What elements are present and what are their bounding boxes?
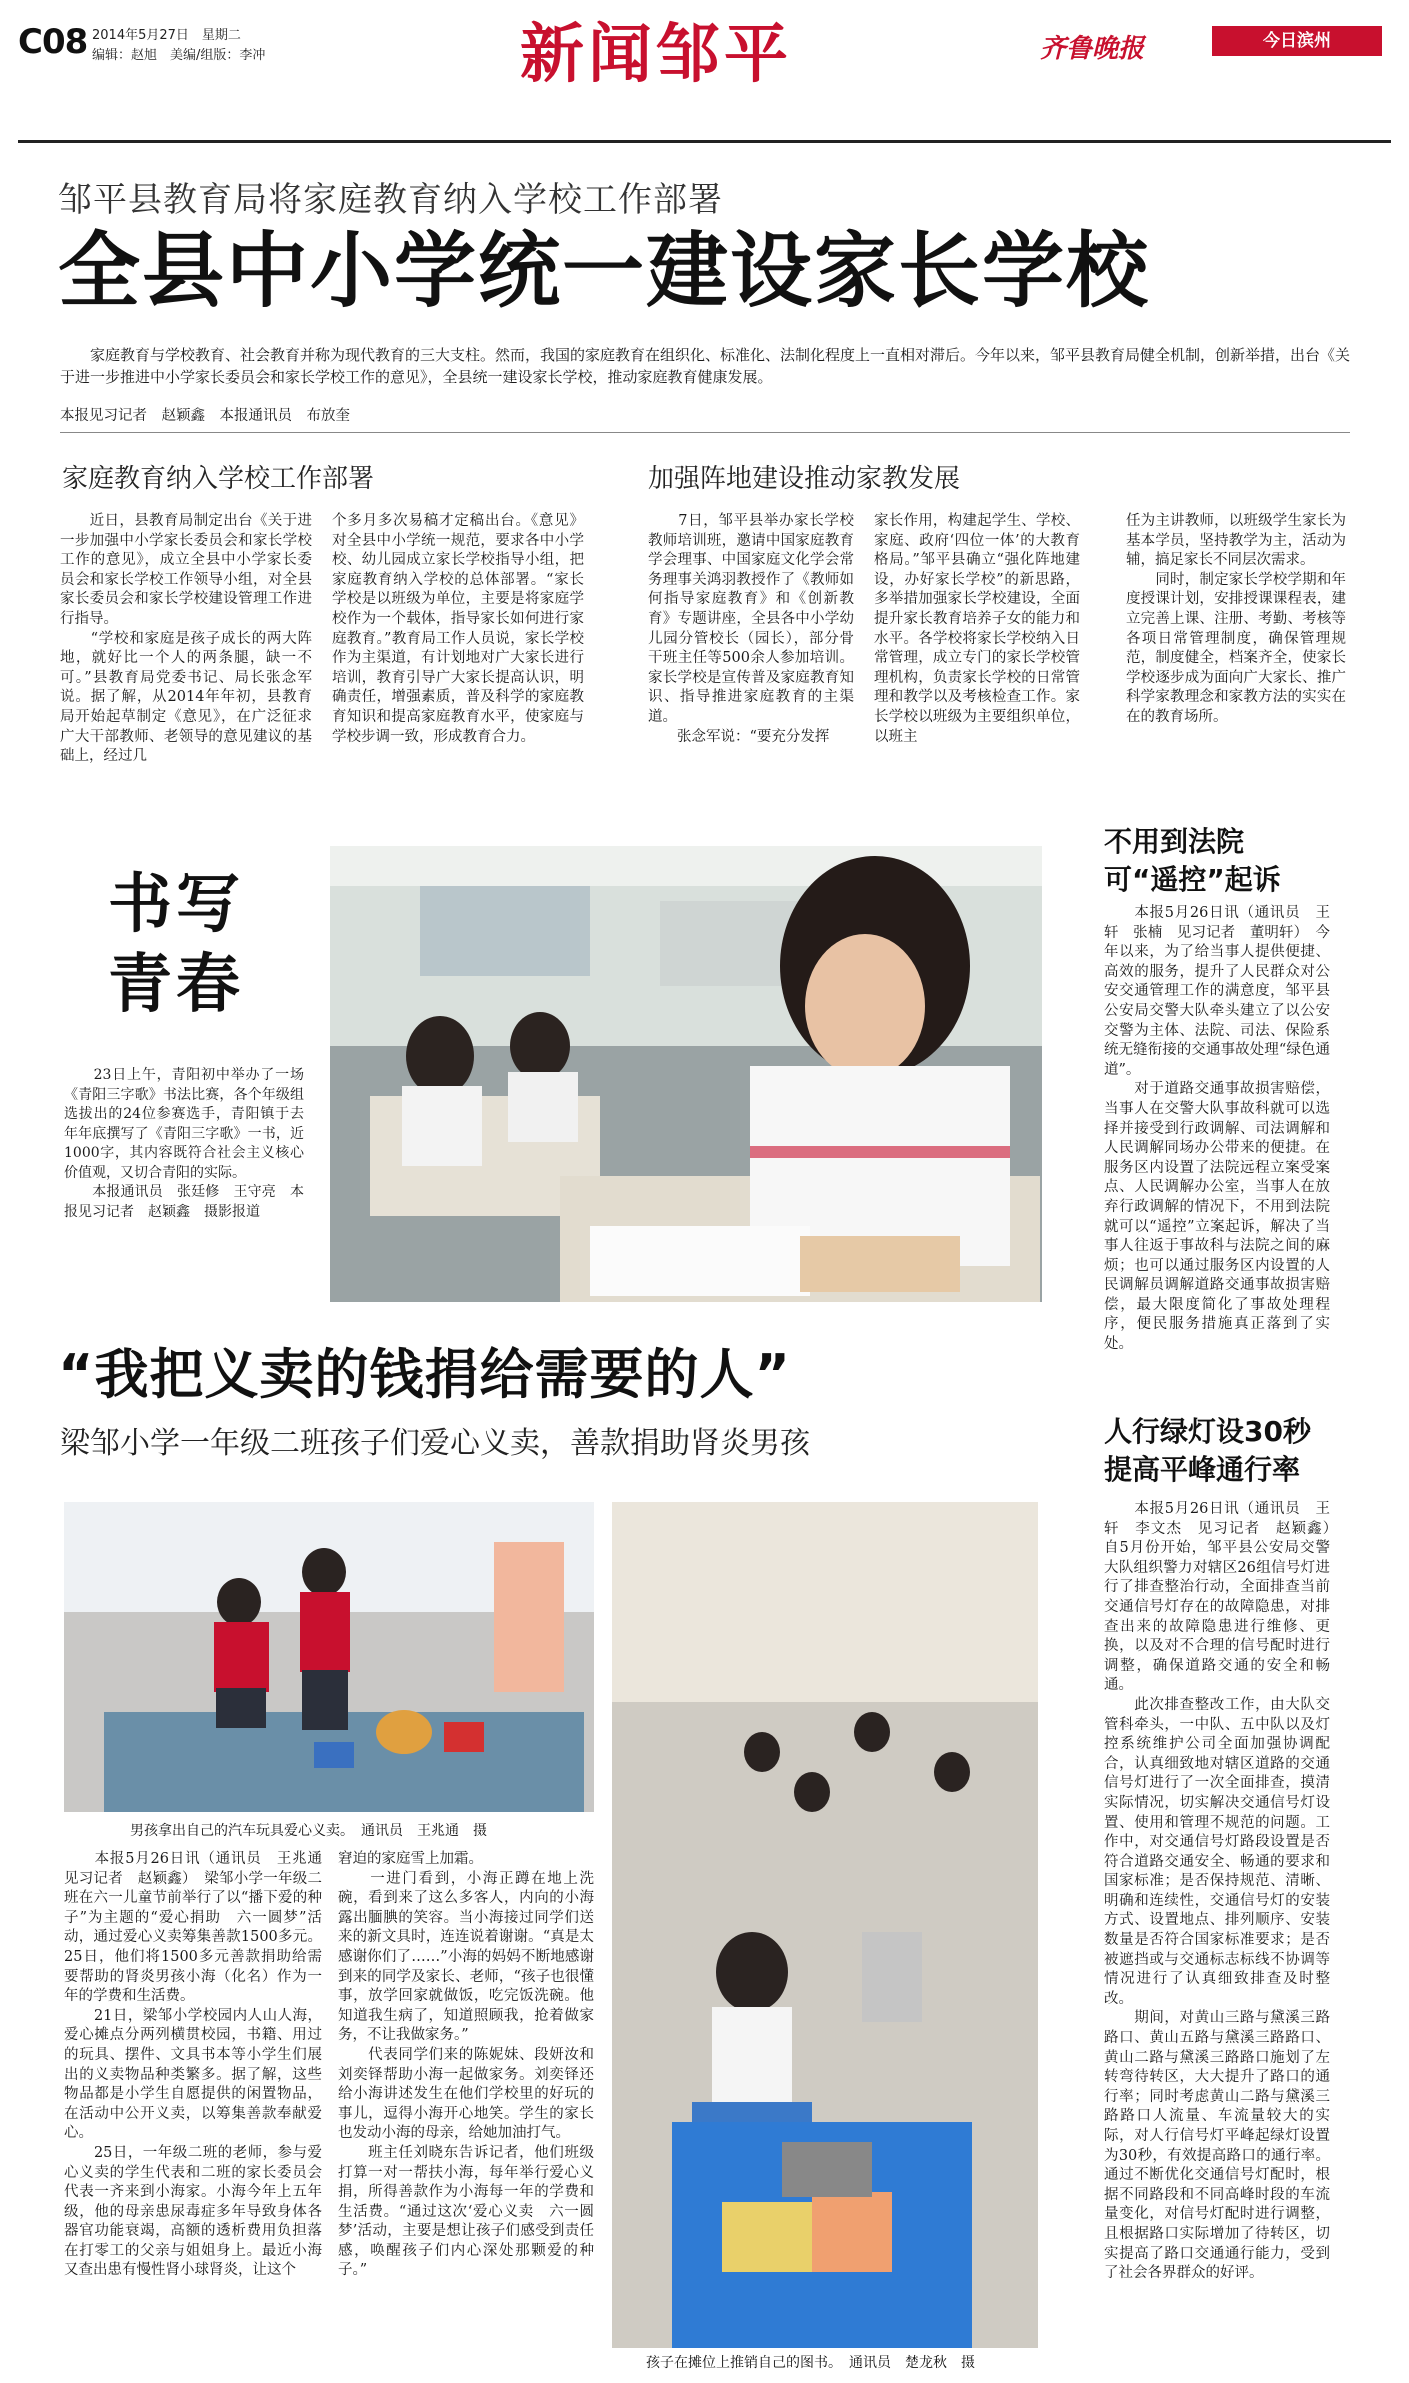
- issue-date: 2014年5月27日 星期二: [92, 28, 241, 43]
- photo-toy-sale: [64, 1502, 594, 1812]
- lead-column-2: 个多月多次易稿才定稿出台。《意见》对全县中小学统一规范，要求各中小学校、幼儿园成立家长学校指导小组，把家庭教育纳入学校的总体部署。“家长学校是以班级为单位，主要是将家庭学校作为一个载体，指导家长如何进行家庭教育。”教育局工作人员说，家长学校作为主渠道，有计划地对广大家长进行培训，教育引导广大家长提高认识，明确责任，增强素质，普及科学的家庭教育知识和提高家庭教育水平，使家庭与学校步调一致，形成教育合力。: [332, 513, 584, 745]
- photo-student-calligraphy: [330, 846, 1042, 1302]
- masthead-rule: [18, 140, 1391, 143]
- lead-kicker: 邹平县教育局将家庭教育纳入学校工作部署: [58, 180, 723, 220]
- writing-body: 23日上午，青阳初中举办了一场《青阳三字歌》书法比赛，各个年级组选拔出的24位参赛选手，青阳镇于去年年底撰写了《青阳三字歌》一书，近1000字，其内容既符合社会主义核心价值观，又切合青阳的实际。 本报通讯员 张廷修 王守亮 本报见习记者 赵颖鑫 摄影报道: [64, 1067, 304, 1220]
- caption-book-sale: 孩子在摊位上推销自己的图书。 通讯员 楚龙秋 摄: [646, 2355, 975, 2371]
- paper-name: 齐鲁晚报: [1040, 34, 1145, 64]
- lead-column-5: 任为主讲教师，以班级学生家长为基本学员，坚持教学为主，活动为辅，搞足家长不同层次需求。 同时，制定家长学校学期和年度授课计划，安排授课课程表，建立完善上课、注册、考勤、考核等各项日常管理制度，确保管理规范，制度健全，档案齐全，使家长学校逐步成为面向广大家长、推广科学家教理念和家教方法的实实在在的教育场所。: [1126, 513, 1346, 725]
- lead-byline: 本报见习记者 赵颖鑫 本报通讯员 布放奎: [60, 408, 350, 424]
- lead-subhead-2: 加强阵地建设推动家教发展: [648, 464, 961, 494]
- lead-column-3: 7日，邹平县举办家长学校教师培训班，邀请中国家庭教育学会理事、中国家庭文化学会常务理事关鸿羽教授作了《教师如何指导家庭教育》和《创新教育》专题讲座，全县各中小学幼儿园分管校长（园长），部分骨干班主任等500余人参加培训。家长学校是宣传普及家庭教育知识、指导推进家庭教育的主渠道。 张念军说：“要充分发挥: [648, 513, 854, 745]
- charity-headline: “我把义卖的钱捐给需要的人”: [58, 1343, 791, 1406]
- traffic-title-line-1: 人行绿灯设30秒: [1104, 1415, 1311, 1448]
- edition-badge: 今日滨州: [1212, 26, 1382, 56]
- court-title-line-1: 不用到法院: [1104, 825, 1245, 858]
- charity-column-1: 本报5月26日讯（通讯员 王兆通 见习记者 赵颖鑫） 梁邹小学一年级二班在六一儿童节前举行了以“播下爱的种子”为主题的“爱心捐助 六一圆梦”活动，通过爱心义卖筹集善款1500多元。25日，他们将1500多元善款捐助给需要帮助的肾炎男孩小海（化名）作为一年的学费和生活费。 21日，梁邹小学校园内人山人海，爱心摊点分两列横贯校园，书籍、用过的玩具、摆件、文具书本等小学生们展出的义卖物品种类繁多。据了解，这些物品都是小学生自愿提供的闲置物品，在活动中公开义卖，以筹集善款奉献爱心。 25日，一年级二班的老师，参与爱心义卖的学生代表和二班的家长委员会代表一齐来到小海家。小海今年上五年级，他的母亲患尿毒症多年导致身体各器官功能衰竭，高额的透析费用负担落在打零工的父亲与姐姐身上。最近小海又查出患有慢性肾小球肾炎，让这个: [64, 1851, 322, 2279]
- caption-toy-sale: 男孩拿出自己的汽车玩具爱心义卖。 通讯员 王兆通 摄: [130, 1823, 487, 1839]
- charity-subhead: 梁邹小学一年级二班孩子们爱心义卖，善款捐助肾炎男孩: [60, 1426, 810, 1461]
- writing-title-line-2: 青春: [108, 947, 244, 1022]
- writing-title-line-1: 书写: [108, 867, 244, 942]
- court-title-line-2: 可“遥控”起诉: [1104, 863, 1281, 896]
- photo-book-sale: [612, 1502, 1038, 2348]
- traffic-title-line-2: 提高平峰通行率: [1104, 1453, 1301, 1486]
- lead-column-4: 家长作用，构建起学生、学校、家庭、政府‘四位一体’的大教育格局。”邹平县确立“强化阵地建设，办好家长学校”的新思路，多举措加强家长学校建设，全面提升家长教育培养子女的能力和水平。各学校将家长学校纳入日常管理，成立专门的家长学校管理机构，负责家长学校的日常管理和教学以及考核检查工作。家长学校以班级为主要组织单位，以班主: [874, 513, 1080, 745]
- charity-column-2: 窘迫的家庭雪上加霜。 一进门看到，小海正蹲在地上洗碗，看到来了这么多客人，内向的小海露出腼腆的笑容。当小海接过同学们送来的新文具时，连连说着谢谢。“真是太感谢你们了……”小海的妈妈不断地感谢到来的同学及家长、老师，“孩子也很懂事，放学回家就做饭，吃完饭洗碗。他知道我生病了，知道照顾我，抢着做家务，不让我做家务。” 代表同学们来的陈妮妹、段妍汝和刘奕铎帮助小海一起做家务。刘奕铎还给小海讲述发生在他们学校里的好玩的事儿，逗得小海开心地笑。学生的家长也发动小海的母亲，给她加油打气。 班主任刘晓东告诉记者，他们班级打算一对一帮扶小海，每年举行爱心义捐，所得善款作为小海每一年的学费和生活费。“通过这次‘爱心义卖 六一圆梦’活动，主要是想让孩子们感受到责任感，唤醒孩子们内心深处那颗爱的种子。”: [338, 1851, 594, 2279]
- editor-credits: 编辑：赵旭 美编/组版：李冲: [92, 48, 266, 63]
- lead-subhead-1: 家庭教育纳入学校工作部署: [62, 464, 375, 494]
- lead-column-1: 近日，县教育局制定出台《关于进一步加强中小学家长委员会和家长学校工作的意见》，成立全县中小学家长委员会和家长学校工作领导小组，对全县家长委员会和家长学校建设管理工作进行指导。 “学校和家庭是孩子成长的两大阵地，就好比一个人的两条腿，缺一不可。”县教育局党委书记、局长张念军说。据了解，从2014年年初，县教育局开始起草制定《意见》，在广泛征求广大干部教师、老领导的意见建议的基础上，经过几: [60, 513, 312, 765]
- section-title: 新闻邹平: [520, 17, 792, 92]
- court-body: 本报5月26日讯（通讯员 王轩 张楠 见习记者 董明轩） 今年以来，为了给当事人提供便捷、高效的服务，提升了人民群众对公安交通管理工作的满意度，邹平县公安局交警大队牵头建立了以公安交警为主体、法院、司法、保险系统无缝衔接的交通事故处理“绿色通道”。 对于道路交通事故损害赔偿，当事人在交警大队事故科就可以选择并接受到行政调解、司法调解和人民调解同场办公带来的便捷。在服务区内设置了法院远程立案受案点、人民调解办公室，当事人在放弃行政调解的情况下，不用到法院就可以“遥控”立案起诉，解决了当事人往返于事故科与法院之间的麻烦；也可以通过服务区内设置的人民调解员调解道路交通事故损害赔偿，最大限度简化了事故处理程序，便民服务措施真正落到了实处。: [1104, 905, 1330, 1353]
- lead-rule: [60, 432, 1350, 433]
- lead-intro: 家庭教育与学校教育、社会教育并称为现代教育的三大支柱。然而，我国的家庭教育在组织化、标准化、法制化程度上一直相对滞后。今年以来，邹平县教育局健全机制，创新举措，出台《关于进一步推进中小学家长委员会和家长学校工作的意见》，全县统一建设家长学校，推动家庭教育健康发展。: [60, 346, 1351, 386]
- traffic-body: 本报5月26日讯（通讯员 王轩 李文杰 见习记者 赵颖鑫） 自5月份开始，邹平县公安局交警大队组织警力对辖区26组信号灯进行了排查整治行动，全面排查当前交通信号灯存在的故障隐患，对排查出来的故障隐患进行维修、更换，以及对不合理的信号配时进行调整，确保道路交通的安全和畅通。 此次排查整改工作，由大队交管科牵头，一中队、五中队以及灯控系统维护公司全面加强协调配合，认真细致地对辖区道路的交通信号灯进行了一次全面排查，摸清实际情况，切实解决交通信号灯设置、使用和管理不规范的问题。工作中，对交通信号灯路段设置是否符合道路交通安全、畅通的要求和国家标准；是否保持规范、清晰、明确和连续性，交通信号灯的安装方式、设置地点、排列顺序、安装数量是否符合国家标准要求；是否被遮挡或与交通标志标线不协调等情况进行了认真细致排查及时整改。 期间，对黄山三路与黛溪三路路口、黄山五路与黛溪三路路口、黄山二路与黛溪三路路口施划了左转弯待转区，大大提升了路口的通行率；同时考虑黄山二路与黛溪三路路口人流量、车流量较大的实际，对人行信号灯平峰起绿灯设置为30秒，有效提高路口的通行率。通过不断优化交通信号灯配时，根据不同路段和不同高峰时段的车流量变化，对信号灯配时进行调整，且根据路口实际增加了待转区，切实提高了路口交通通行能力，受到了社会各界群众的好评。: [1104, 1501, 1330, 2282]
- lead-headline: 全县中小学统一建设家长学校: [58, 224, 1151, 319]
- page-number: C08: [18, 22, 88, 62]
